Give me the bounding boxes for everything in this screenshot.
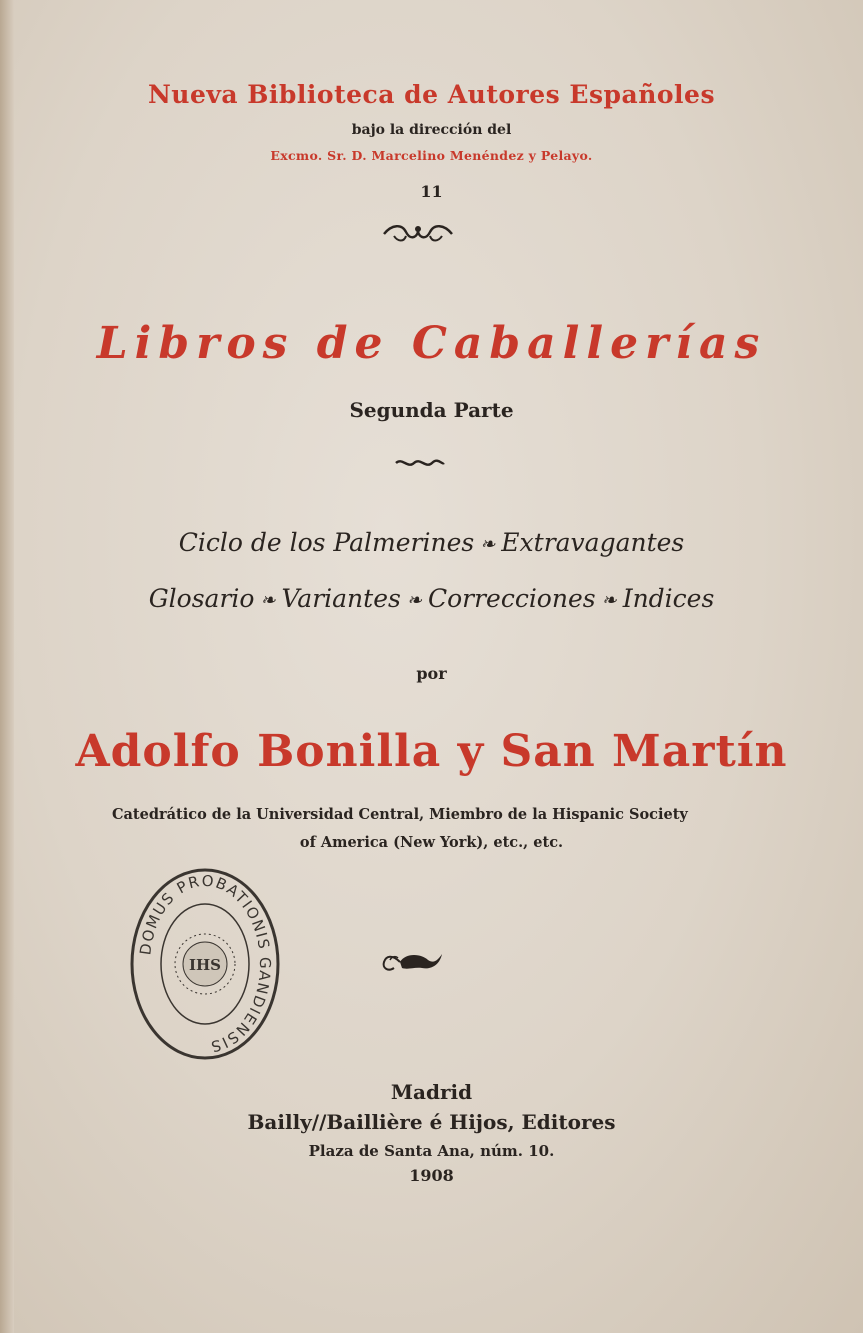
- leaf-separator-icon: ❧: [601, 590, 617, 611]
- stamp-monogram: IHS: [188, 956, 222, 974]
- series-title: Nueva Biblioteca de Autores Españoles: [147, 80, 716, 109]
- middle-ornament-icon: [394, 456, 446, 470]
- leaf-separator-icon: ❧: [480, 534, 496, 555]
- contents-item: Glosario: [148, 584, 255, 613]
- contents-item: Extravagantes: [501, 528, 685, 557]
- contents-line-1: [0, 528, 863, 557]
- leaf-separator-icon: ❧: [406, 590, 422, 611]
- top-ornament-icon: [380, 222, 456, 244]
- by-label: por: [416, 664, 447, 683]
- author-credentials-1: Catedrático de la Universidad Central, Miembro de la Hispanic Society: [112, 806, 688, 823]
- author-credentials-2: of America (New York), etc., etc.: [299, 834, 564, 851]
- editor-name: Excmo. Sr. D. Marcelino Menéndez y Pelayo.: [270, 148, 593, 163]
- fleuron-ornament-icon: [380, 948, 444, 976]
- library-stamp: [128, 866, 282, 1062]
- contents-item: Ciclo de los Palmerines: [178, 528, 475, 557]
- stamp-text: DOMUS PROBATIONIS GANDIENSIS: [136, 871, 275, 1056]
- imprint-year: 1908: [409, 1166, 454, 1185]
- imprint-address: Plaza de Santa Ana, núm. 10.: [308, 1142, 555, 1160]
- imprint-city: Madrid: [390, 1080, 473, 1104]
- contents-item: Indices: [622, 584, 715, 613]
- contents-line-2: [0, 584, 863, 613]
- volume-number: 11: [420, 182, 443, 201]
- direction-line: bajo la dirección del: [351, 122, 512, 138]
- book-title: Libros de Caballerías: [96, 318, 767, 369]
- contents-item: Variantes: [281, 584, 401, 613]
- author-name: Adolfo Bonilla y San Martín: [75, 726, 788, 777]
- contents-item: Correcciones: [427, 584, 596, 613]
- part-subtitle: Segunda Parte: [349, 398, 514, 422]
- leaf-separator-icon: ❧: [260, 590, 276, 611]
- imprint-publisher: Bailly//Baillière é Hijos, Editores: [247, 1110, 616, 1134]
